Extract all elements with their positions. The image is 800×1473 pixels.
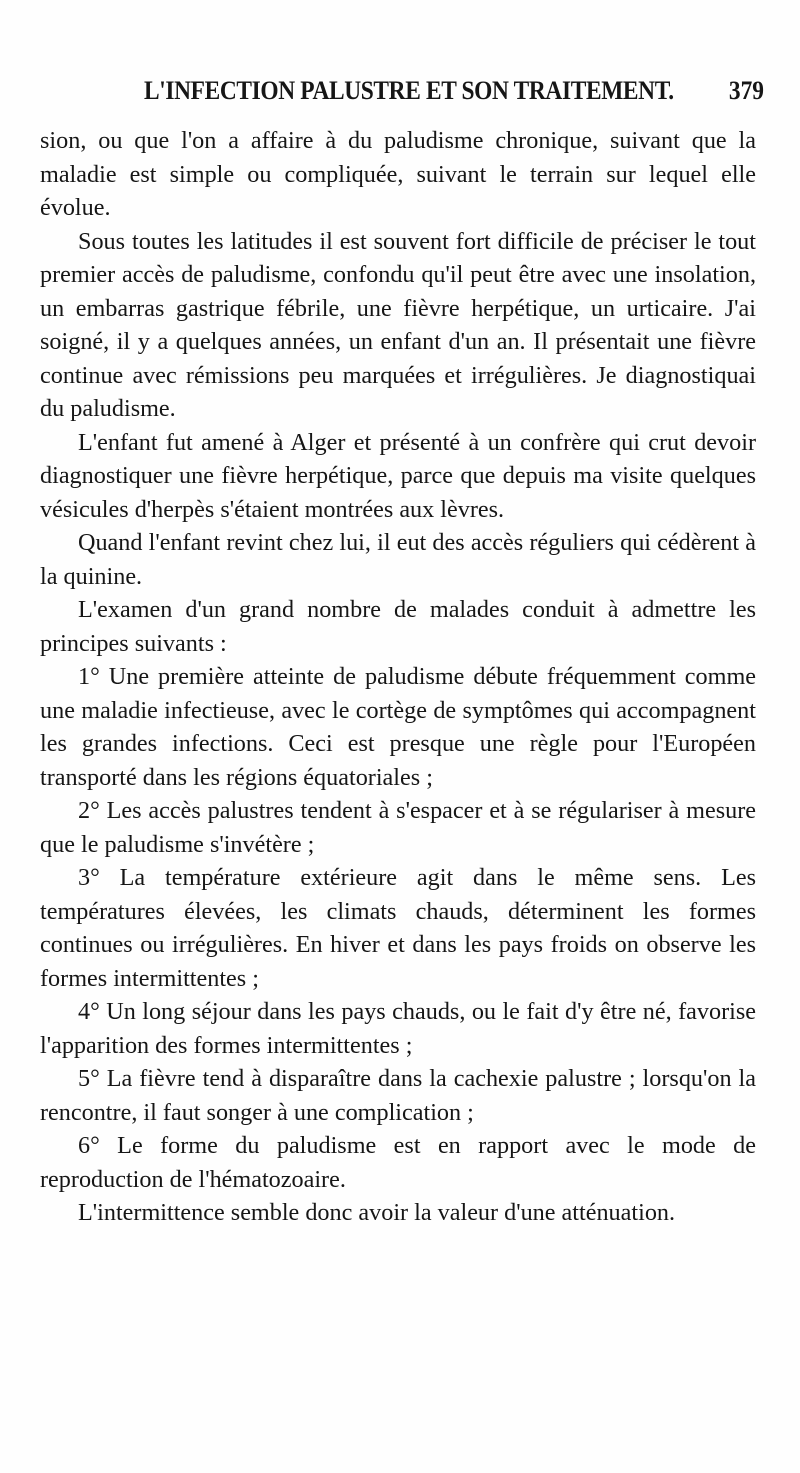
running-header (40, 76, 764, 116)
paragraph: L'examen d'un grand nombre de malades conduit à admettre les principes suivants : (40, 596, 756, 657)
paragraph: Sous toutes les latitudes il est souvent fort difficile de préciser le tout premier accès de paludisme, confondu qu'il peut être avec une insolation, un embarras gastrique fébrile, une fièvre herpétique, un urticaire. J'ai soigné, il y a quelques années, un enfant d'un an. Il présentait une fièvre continue avec rémissions peu marquées et irrégulières. Je diagnostiquai du paludisme. (40, 227, 756, 422)
paragraph: L'enfant fut amené à Alger et présenté à un confrère qui crut devoir diagnostiquer une fièvre herpétique, parce que depuis ma visite quelques vésicules d'herpès s'étaient montrées aux lèvres. (40, 428, 756, 523)
list-item-principle-2: 2° Les accès palustres tendent à s'espacer et à se régulariser à mesure que le paludisme s'invétère ; (40, 797, 756, 858)
paragraph: Quand l'enfant revint chez lui, il eut des accès réguliers qui cédèrent à la quinine. (40, 529, 756, 590)
paragraph-continued: sion, ou que l'on a affaire à du paludisme chronique, suivant que la maladie est simple ou compliquée, suivant le terrain sur lequel elle évolue. (40, 127, 756, 221)
list-item-principle-6: 6° Le forme du paludisme est en rapport avec le mode de reproduction de l'hématozoaire. (40, 1132, 756, 1193)
page-number: 379 (728, 76, 764, 105)
list-item-principle-5: 5° La fièvre tend à disparaître dans la cachexie palustre ; lorsqu'on la rencontre, il faut songer à une complication ; (40, 1065, 756, 1126)
list-item-principle-4: 4° Un long séjour dans les pays chauds, ou le fait d'y être né, favorise l'apparition des formes intermittentes ; (40, 998, 756, 1059)
list-item-principle-3: 3° La température extérieure agit dans le même sens. Les températures élevées, les climats chauds, déterminent les formes continues ou irrégulières. En hiver et dans les pays froids on observe les formes intermittentes ; (40, 864, 756, 992)
body-text (40, 124, 756, 1230)
list-item-principle-1: 1° Une première atteinte de paludisme débute fréquemment comme une maladie infectieuse, avec le cortège de symptômes qui accompagnent les grandes infections. Ceci est presque une règle pour l'Européen transporté dans les régions équatoriales ; (40, 663, 756, 791)
paragraph-conclusion: L'intermittence semble donc avoir la valeur d'une atténuation. (78, 1199, 676, 1226)
running-title: L'INFECTION PALUSTRE ET SON TRAITEMENT. (144, 76, 674, 105)
